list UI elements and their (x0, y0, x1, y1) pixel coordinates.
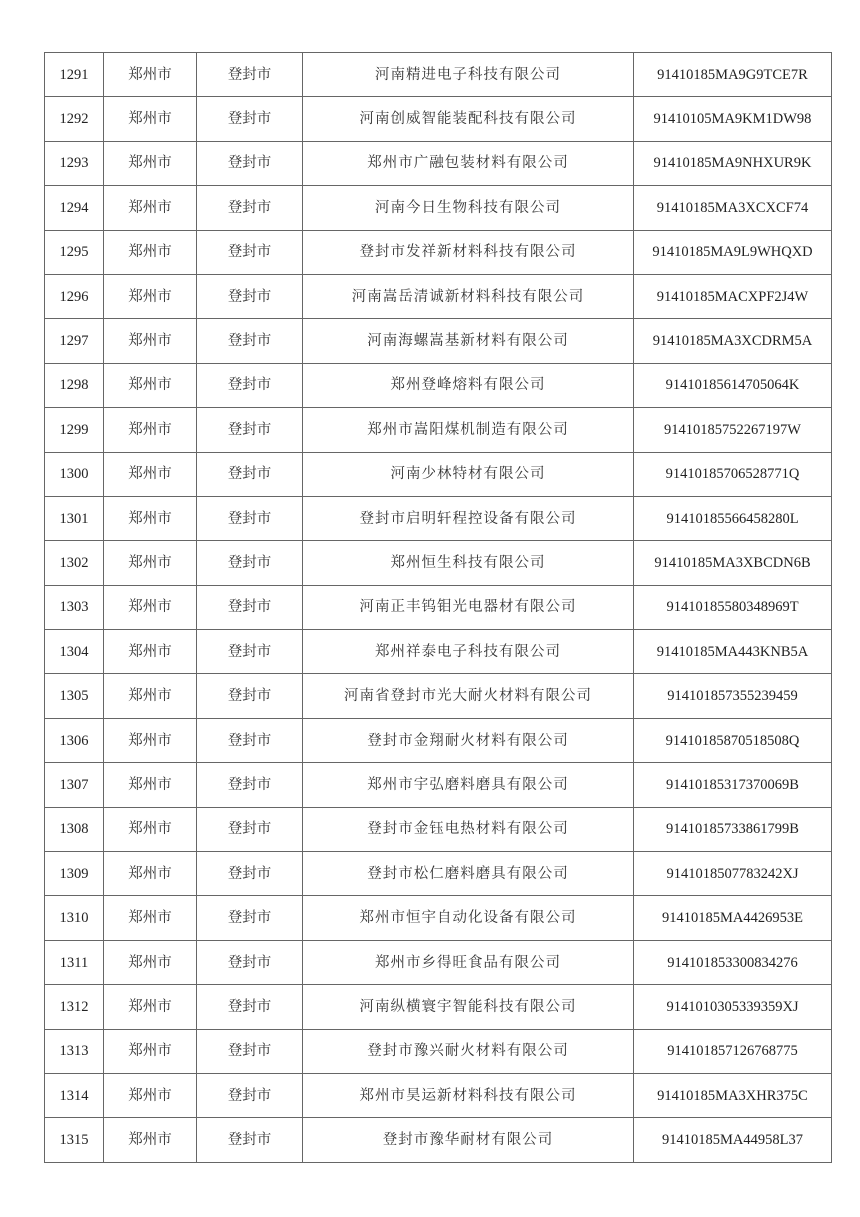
table-row (45, 274, 832, 318)
company-name-cell: 河南少林特材有限公司 (303, 452, 634, 496)
table-row (45, 1073, 832, 1117)
table-row (45, 807, 832, 851)
table-row (45, 1118, 832, 1162)
city-cell: 郑州市 (104, 496, 197, 540)
credit-code-cell: 9141018507783242XJ (634, 852, 832, 896)
document-page (44, 52, 832, 1163)
city-cell: 郑州市 (104, 141, 197, 185)
credit-code-cell: 914101857126768775 (634, 1029, 832, 1073)
city-cell: 郑州市 (104, 1029, 197, 1073)
table-row (45, 541, 832, 585)
row-number-cell: 1306 (45, 718, 104, 762)
county-cell: 登封市 (197, 230, 303, 274)
credit-code-cell: 91410185733861799B (634, 807, 832, 851)
city-cell: 郑州市 (104, 408, 197, 452)
county-cell: 登封市 (197, 630, 303, 674)
row-number-cell: 1295 (45, 230, 104, 274)
table-row (45, 53, 832, 97)
table-row (45, 141, 832, 185)
row-number-cell: 1308 (45, 807, 104, 851)
city-cell: 郑州市 (104, 274, 197, 318)
city-cell: 郑州市 (104, 452, 197, 496)
row-number-cell: 1315 (45, 1118, 104, 1162)
row-number-cell: 1314 (45, 1073, 104, 1117)
county-cell: 登封市 (197, 452, 303, 496)
table-row (45, 852, 832, 896)
credit-code-cell: 91410185MA3XCDRM5A (634, 319, 832, 363)
county-cell: 登封市 (197, 319, 303, 363)
table-row (45, 585, 832, 629)
county-cell: 登封市 (197, 1073, 303, 1117)
city-cell: 郑州市 (104, 940, 197, 984)
city-cell: 郑州市 (104, 1118, 197, 1162)
row-number-cell: 1310 (45, 896, 104, 940)
city-cell: 郑州市 (104, 807, 197, 851)
company-name-cell: 郑州市嵩阳煤机制造有限公司 (303, 408, 634, 452)
credit-code-cell: 91410185MA3XBCDN6B (634, 541, 832, 585)
table-row (45, 763, 832, 807)
company-name-cell: 登封市豫华耐材有限公司 (303, 1118, 634, 1162)
row-number-cell: 1300 (45, 452, 104, 496)
company-name-cell: 河南海螺嵩基新材料有限公司 (303, 319, 634, 363)
credit-code-cell: 91410185870518508Q (634, 718, 832, 762)
company-name-cell: 河南纵横寰宇智能科技有限公司 (303, 985, 634, 1029)
city-cell: 郑州市 (104, 718, 197, 762)
company-name-cell: 登封市启明轩程控设备有限公司 (303, 496, 634, 540)
row-number-cell: 1307 (45, 763, 104, 807)
city-cell: 郑州市 (104, 186, 197, 230)
credit-code-cell: 9141010305339359XJ (634, 985, 832, 1029)
row-number-cell: 1303 (45, 585, 104, 629)
credit-code-cell: 91410185706528771Q (634, 452, 832, 496)
credit-code-cell: 914101853300834276 (634, 940, 832, 984)
city-cell: 郑州市 (104, 852, 197, 896)
credit-code-cell: 91410185MA3XHR375C (634, 1073, 832, 1117)
row-number-cell: 1297 (45, 319, 104, 363)
credit-code-cell: 914101857355239459 (634, 674, 832, 718)
table-row (45, 452, 832, 496)
county-cell: 登封市 (197, 940, 303, 984)
city-cell: 郑州市 (104, 896, 197, 940)
row-number-cell: 1299 (45, 408, 104, 452)
company-name-cell: 河南精进电子科技有限公司 (303, 53, 634, 97)
row-number-cell: 1294 (45, 186, 104, 230)
city-cell: 郑州市 (104, 763, 197, 807)
company-name-cell: 登封市松仁磨料磨具有限公司 (303, 852, 634, 896)
city-cell: 郑州市 (104, 230, 197, 274)
city-cell: 郑州市 (104, 53, 197, 97)
credit-code-cell: 91410185MA44958L37 (634, 1118, 832, 1162)
row-number-cell: 1301 (45, 496, 104, 540)
enterprise-registry-table (44, 52, 832, 1163)
company-name-cell: 登封市金钰电热材料有限公司 (303, 807, 634, 851)
company-name-cell: 郑州恒生科技有限公司 (303, 541, 634, 585)
company-name-cell: 河南今日生物科技有限公司 (303, 186, 634, 230)
credit-code-cell: 91410105MA9KM1DW98 (634, 97, 832, 141)
county-cell: 登封市 (197, 97, 303, 141)
table-row (45, 940, 832, 984)
row-number-cell: 1305 (45, 674, 104, 718)
table-row (45, 97, 832, 141)
row-number-cell: 1313 (45, 1029, 104, 1073)
credit-code-cell: 91410185566458280L (634, 496, 832, 540)
table-row (45, 985, 832, 1029)
table-row (45, 319, 832, 363)
county-cell: 登封市 (197, 763, 303, 807)
company-name-cell: 登封市发祥新材料科技有限公司 (303, 230, 634, 274)
county-cell: 登封市 (197, 585, 303, 629)
row-number-cell: 1298 (45, 363, 104, 407)
company-name-cell: 登封市金翔耐火材料有限公司 (303, 718, 634, 762)
city-cell: 郑州市 (104, 541, 197, 585)
city-cell: 郑州市 (104, 674, 197, 718)
row-number-cell: 1291 (45, 53, 104, 97)
city-cell: 郑州市 (104, 319, 197, 363)
row-number-cell: 1293 (45, 141, 104, 185)
company-name-cell: 郑州市昊运新材料科技有限公司 (303, 1073, 634, 1117)
credit-code-cell: 91410185MA9G9TCE7R (634, 53, 832, 97)
county-cell: 登封市 (197, 718, 303, 762)
credit-code-cell: 91410185317370069B (634, 763, 832, 807)
county-cell: 登封市 (197, 496, 303, 540)
table-row (45, 408, 832, 452)
company-name-cell: 河南创威智能装配科技有限公司 (303, 97, 634, 141)
county-cell: 登封市 (197, 807, 303, 851)
city-cell: 郑州市 (104, 585, 197, 629)
table-row (45, 496, 832, 540)
credit-code-cell: 91410185MA3XCXCF74 (634, 186, 832, 230)
credit-code-cell: 91410185MA9L9WHQXD (634, 230, 832, 274)
county-cell: 登封市 (197, 408, 303, 452)
table-row (45, 718, 832, 762)
county-cell: 登封市 (197, 186, 303, 230)
credit-code-cell: 91410185MACXPF2J4W (634, 274, 832, 318)
credit-code-cell: 91410185MA9NHXUR9K (634, 141, 832, 185)
company-name-cell: 郑州市广融包装材料有限公司 (303, 141, 634, 185)
company-name-cell: 郑州市宇弘磨料磨具有限公司 (303, 763, 634, 807)
credit-code-cell: 91410185752267197W (634, 408, 832, 452)
city-cell: 郑州市 (104, 630, 197, 674)
county-cell: 登封市 (197, 985, 303, 1029)
city-cell: 郑州市 (104, 985, 197, 1029)
county-cell: 登封市 (197, 141, 303, 185)
company-name-cell: 登封市豫兴耐火材料有限公司 (303, 1029, 634, 1073)
company-name-cell: 郑州市恒宇自动化设备有限公司 (303, 896, 634, 940)
credit-code-cell: 91410185580348969T (634, 585, 832, 629)
credit-code-cell: 91410185MA443KNB5A (634, 630, 832, 674)
row-number-cell: 1292 (45, 97, 104, 141)
credit-code-cell: 91410185MA4426953E (634, 896, 832, 940)
company-name-cell: 郑州祥泰电子科技有限公司 (303, 630, 634, 674)
county-cell: 登封市 (197, 53, 303, 97)
table-row (45, 1029, 832, 1073)
row-number-cell: 1296 (45, 274, 104, 318)
row-number-cell: 1304 (45, 630, 104, 674)
county-cell: 登封市 (197, 896, 303, 940)
row-number-cell: 1309 (45, 852, 104, 896)
city-cell: 郑州市 (104, 1073, 197, 1117)
county-cell: 登封市 (197, 541, 303, 585)
county-cell: 登封市 (197, 1118, 303, 1162)
table-body (45, 53, 832, 1163)
table-row (45, 186, 832, 230)
table-row (45, 363, 832, 407)
row-number-cell: 1311 (45, 940, 104, 984)
county-cell: 登封市 (197, 363, 303, 407)
table-row (45, 674, 832, 718)
row-number-cell: 1312 (45, 985, 104, 1029)
county-cell: 登封市 (197, 1029, 303, 1073)
credit-code-cell: 91410185614705064K (634, 363, 832, 407)
table-row (45, 230, 832, 274)
table-row (45, 630, 832, 674)
county-cell: 登封市 (197, 274, 303, 318)
company-name-cell: 郑州登峰熔料有限公司 (303, 363, 634, 407)
table-row (45, 896, 832, 940)
company-name-cell: 河南正丰钨钼光电器材有限公司 (303, 585, 634, 629)
county-cell: 登封市 (197, 674, 303, 718)
county-cell: 登封市 (197, 852, 303, 896)
company-name-cell: 郑州市乡得旺食品有限公司 (303, 940, 634, 984)
company-name-cell: 河南省登封市光大耐火材料有限公司 (303, 674, 634, 718)
city-cell: 郑州市 (104, 363, 197, 407)
city-cell: 郑州市 (104, 97, 197, 141)
company-name-cell: 河南嵩岳清诚新材料科技有限公司 (303, 274, 634, 318)
row-number-cell: 1302 (45, 541, 104, 585)
